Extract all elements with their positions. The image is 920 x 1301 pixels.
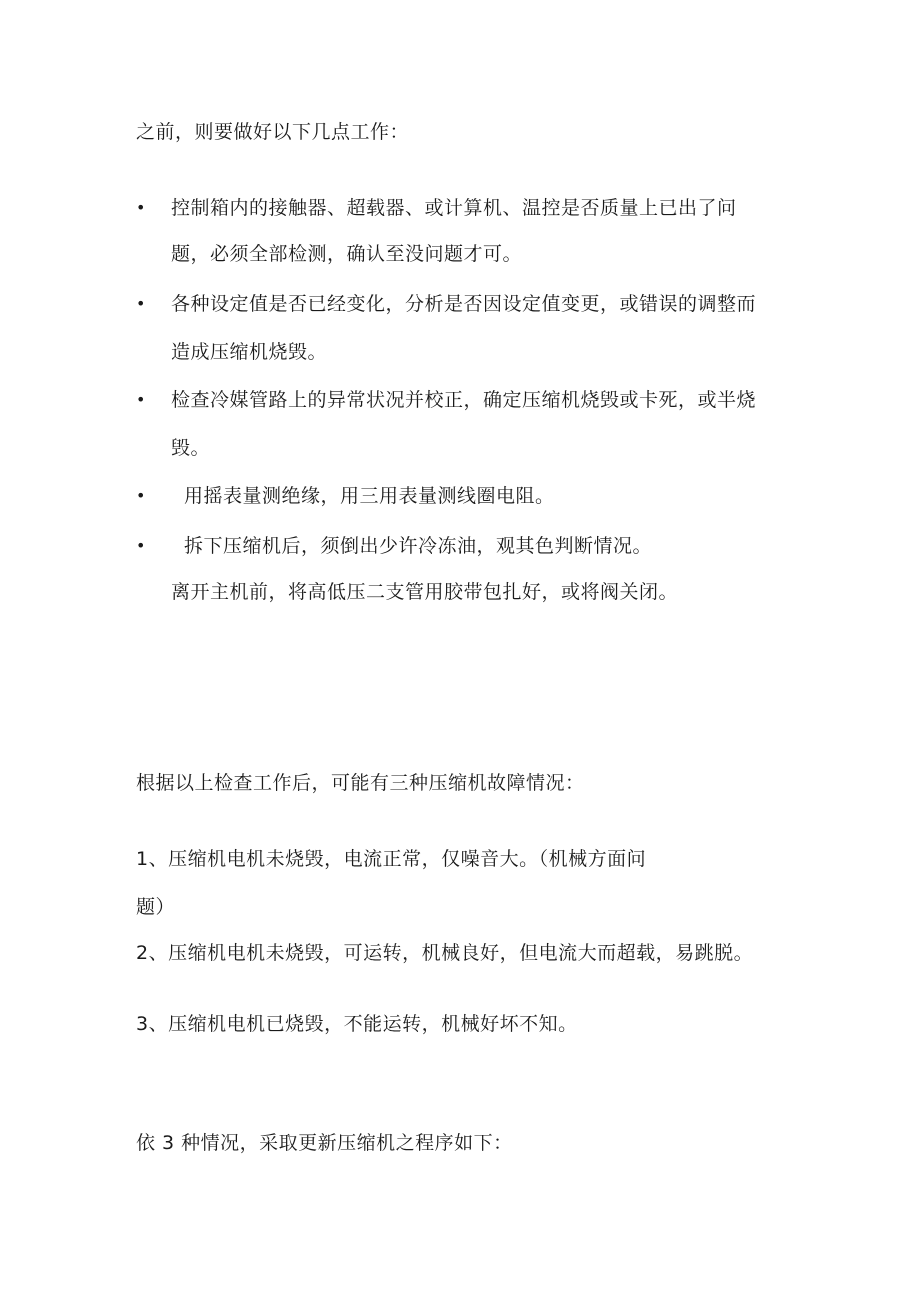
case-2-line-1: 2、压缩机电机未烧毁，可运转，机械良好，但电流大而超载，易跳脱。 bbox=[136, 942, 754, 964]
bullet-marker: • bbox=[136, 390, 146, 409]
bullet-5-line-1: 拆下压缩机后，须倒出少许冷冻油，观其色判断情况。 bbox=[184, 535, 653, 557]
bullet-marker: • bbox=[136, 198, 146, 217]
bullet-marker: • bbox=[136, 536, 146, 555]
section-intro: 根据以上检查工作后，可能有三种压缩机故障情况： bbox=[136, 772, 585, 794]
bullet-2-line-1: 各种设定值是否已经变化，分析是否因设定值变更，或错误的调整而 bbox=[171, 293, 757, 315]
bullet-1-line-1: 控制箱内的接触器、超载器、或计算机、温控是否质量上已出了问 bbox=[171, 197, 737, 219]
intro-text: 之前，则要做好以下几点工作： bbox=[136, 121, 410, 143]
case-1-line-1: 1、压缩机电机未烧毁，电流正常，仅噪音大。（机械方面问 bbox=[136, 848, 647, 870]
bullet-4-line-1: 用摇表量测绝缘，用三用表量测线圈电阻。 bbox=[184, 485, 555, 507]
bullet-3-line-1: 检查冷媒管路上的异常状况并校正，确定压缩机烧毁或卡死，或半烧 bbox=[171, 389, 757, 411]
bullet-3-line-2: 毁。 bbox=[171, 437, 211, 459]
bullet-1-line-2: 题，必须全部检测，确认至没问题才可。 bbox=[171, 243, 523, 265]
closing-note: 离开主机前，将高低压二支管用胶带包扎好，或将阀关闭。 bbox=[171, 581, 679, 603]
bullet-marker: • bbox=[136, 486, 146, 505]
bullet-marker: • bbox=[136, 294, 146, 313]
case-3-line-1: 3、压缩机电机已烧毁，不能运转，机械好坏不知。 bbox=[136, 1013, 578, 1035]
bullet-2-line-2: 造成压缩机烧毁。 bbox=[171, 341, 328, 363]
case-1-line-2: 题） bbox=[136, 896, 176, 918]
procedure-intro: 依 3 种情况，采取更新压缩机之程序如下： bbox=[136, 1132, 513, 1154]
